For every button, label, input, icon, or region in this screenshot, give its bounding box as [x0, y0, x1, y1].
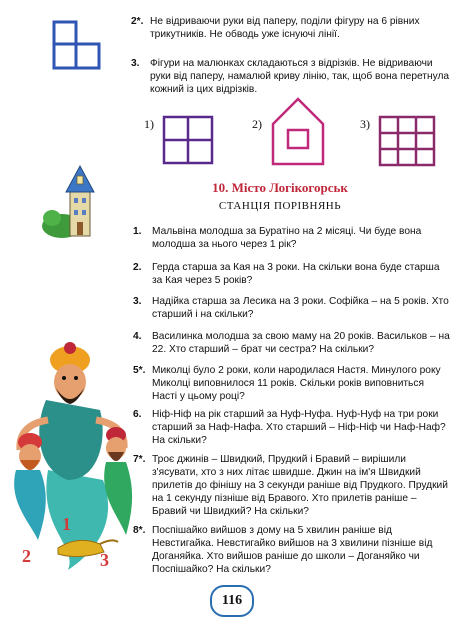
task-4: [133, 330, 450, 356]
task-text: Надійка старша за Лесика на 3 роки. Софійка – на 5 років. Хто старший і на скільки?: [152, 296, 449, 320]
task-number: 8*.: [133, 525, 146, 536]
digit-2: 2: [22, 546, 31, 566]
digit-1: 1: [62, 514, 71, 534]
task-3: [133, 295, 450, 321]
task-3-figures: [131, 57, 450, 96]
task-number: 6.: [133, 409, 142, 420]
figure-label-2: 2): [252, 117, 262, 131]
task-number: 3.: [131, 58, 140, 69]
task-text: Фігури на малюнках складаються з відрізків. Не відриваючи руки від паперу, намалюй криву лінію, так, щоб вона перетнула кожний із цих відрізків.: [150, 58, 450, 95]
grid-figure-1: [162, 115, 216, 167]
section-title: 10. Місто Логікогорськ: [212, 180, 348, 195]
task-number: 2.: [133, 262, 142, 273]
task-number: 2*.: [131, 16, 144, 27]
task-2: [133, 261, 450, 287]
task-8-star: [133, 524, 450, 576]
task-number: 7*.: [133, 454, 146, 465]
task-2-star: [131, 15, 450, 41]
genies-illustration: [8, 330, 148, 575]
figure-label-1: 1): [144, 117, 154, 131]
page-number: 116: [210, 585, 254, 617]
task-6: [133, 408, 450, 447]
task-1: [133, 225, 450, 251]
task-number: 5*.: [133, 365, 146, 376]
task-number: 4.: [133, 331, 142, 342]
tower-illustration: [40, 160, 100, 240]
task-text: Миколці було 2 роки, коли народилася Настя. Минулого року Миколці виповнилося 11 років. Скільки років виповниться Насті у цьому році?: [152, 365, 441, 402]
task-number: 3.: [133, 296, 142, 307]
task-5-star: [133, 364, 450, 403]
task-text: Поспішайко вийшов з дому на 5 хвилин раніше від Невстигайка. Невстигайко вийшов на 3 хвилини пізніше від Доганяйка. Хто вийшов раніше до школи – Доганяйко чи Поспішайко? На скільки?: [152, 525, 433, 575]
task-7-star: [133, 453, 450, 518]
task-number: 1.: [133, 226, 142, 237]
house-figure-2: [270, 96, 326, 168]
task-text: Василинка молодша за свою маму на 20 років. Васильков – на 22. Хто старший – брат чи сестра? На скільки?: [152, 331, 450, 355]
grid-figure-3: [378, 115, 438, 169]
l-shape-figure: [52, 20, 102, 72]
figure-label-3: 3): [360, 117, 370, 131]
section-subtitle: СТАНЦІЯ ПОРІВНЯНЬ: [218, 200, 342, 212]
task-text: Ніф-Ніф на рік старший за Нуф-Нуфа. Нуф-Нуф на три роки старший за Наф-Нафа. Хто старший – Ніф-Ніф чи Наф-Наф? На скільки?: [152, 409, 446, 446]
task-text: Мальвіна молодша за Буратіно на 2 місяці. Чи буде вона молодша за нього через 1 рік?: [152, 226, 422, 250]
task-text: Троє джинів – Швидкий, Прудкий і Бравий – вирішили з'ясувати, хто з них літає швидше. Джин на ім'я Швидкий прилетів до фінішу на 3 секунди раніше від Прудкого. Прудкий на 1 секунду пізніше від Бравого. Хто прилетів раніше – Бравий чи Швидкий? На скільки?: [152, 454, 448, 517]
digit-3: 3: [100, 550, 109, 570]
task-text: Герда старша за Кая на 3 роки. На скільки вона буде старша за Кая через 5 років?: [152, 262, 440, 286]
task-text: Не відриваючи руки від паперу, поділи фігуру на 6 рівних трикутників. Не обводь уже існуючі лінії.: [150, 16, 420, 40]
